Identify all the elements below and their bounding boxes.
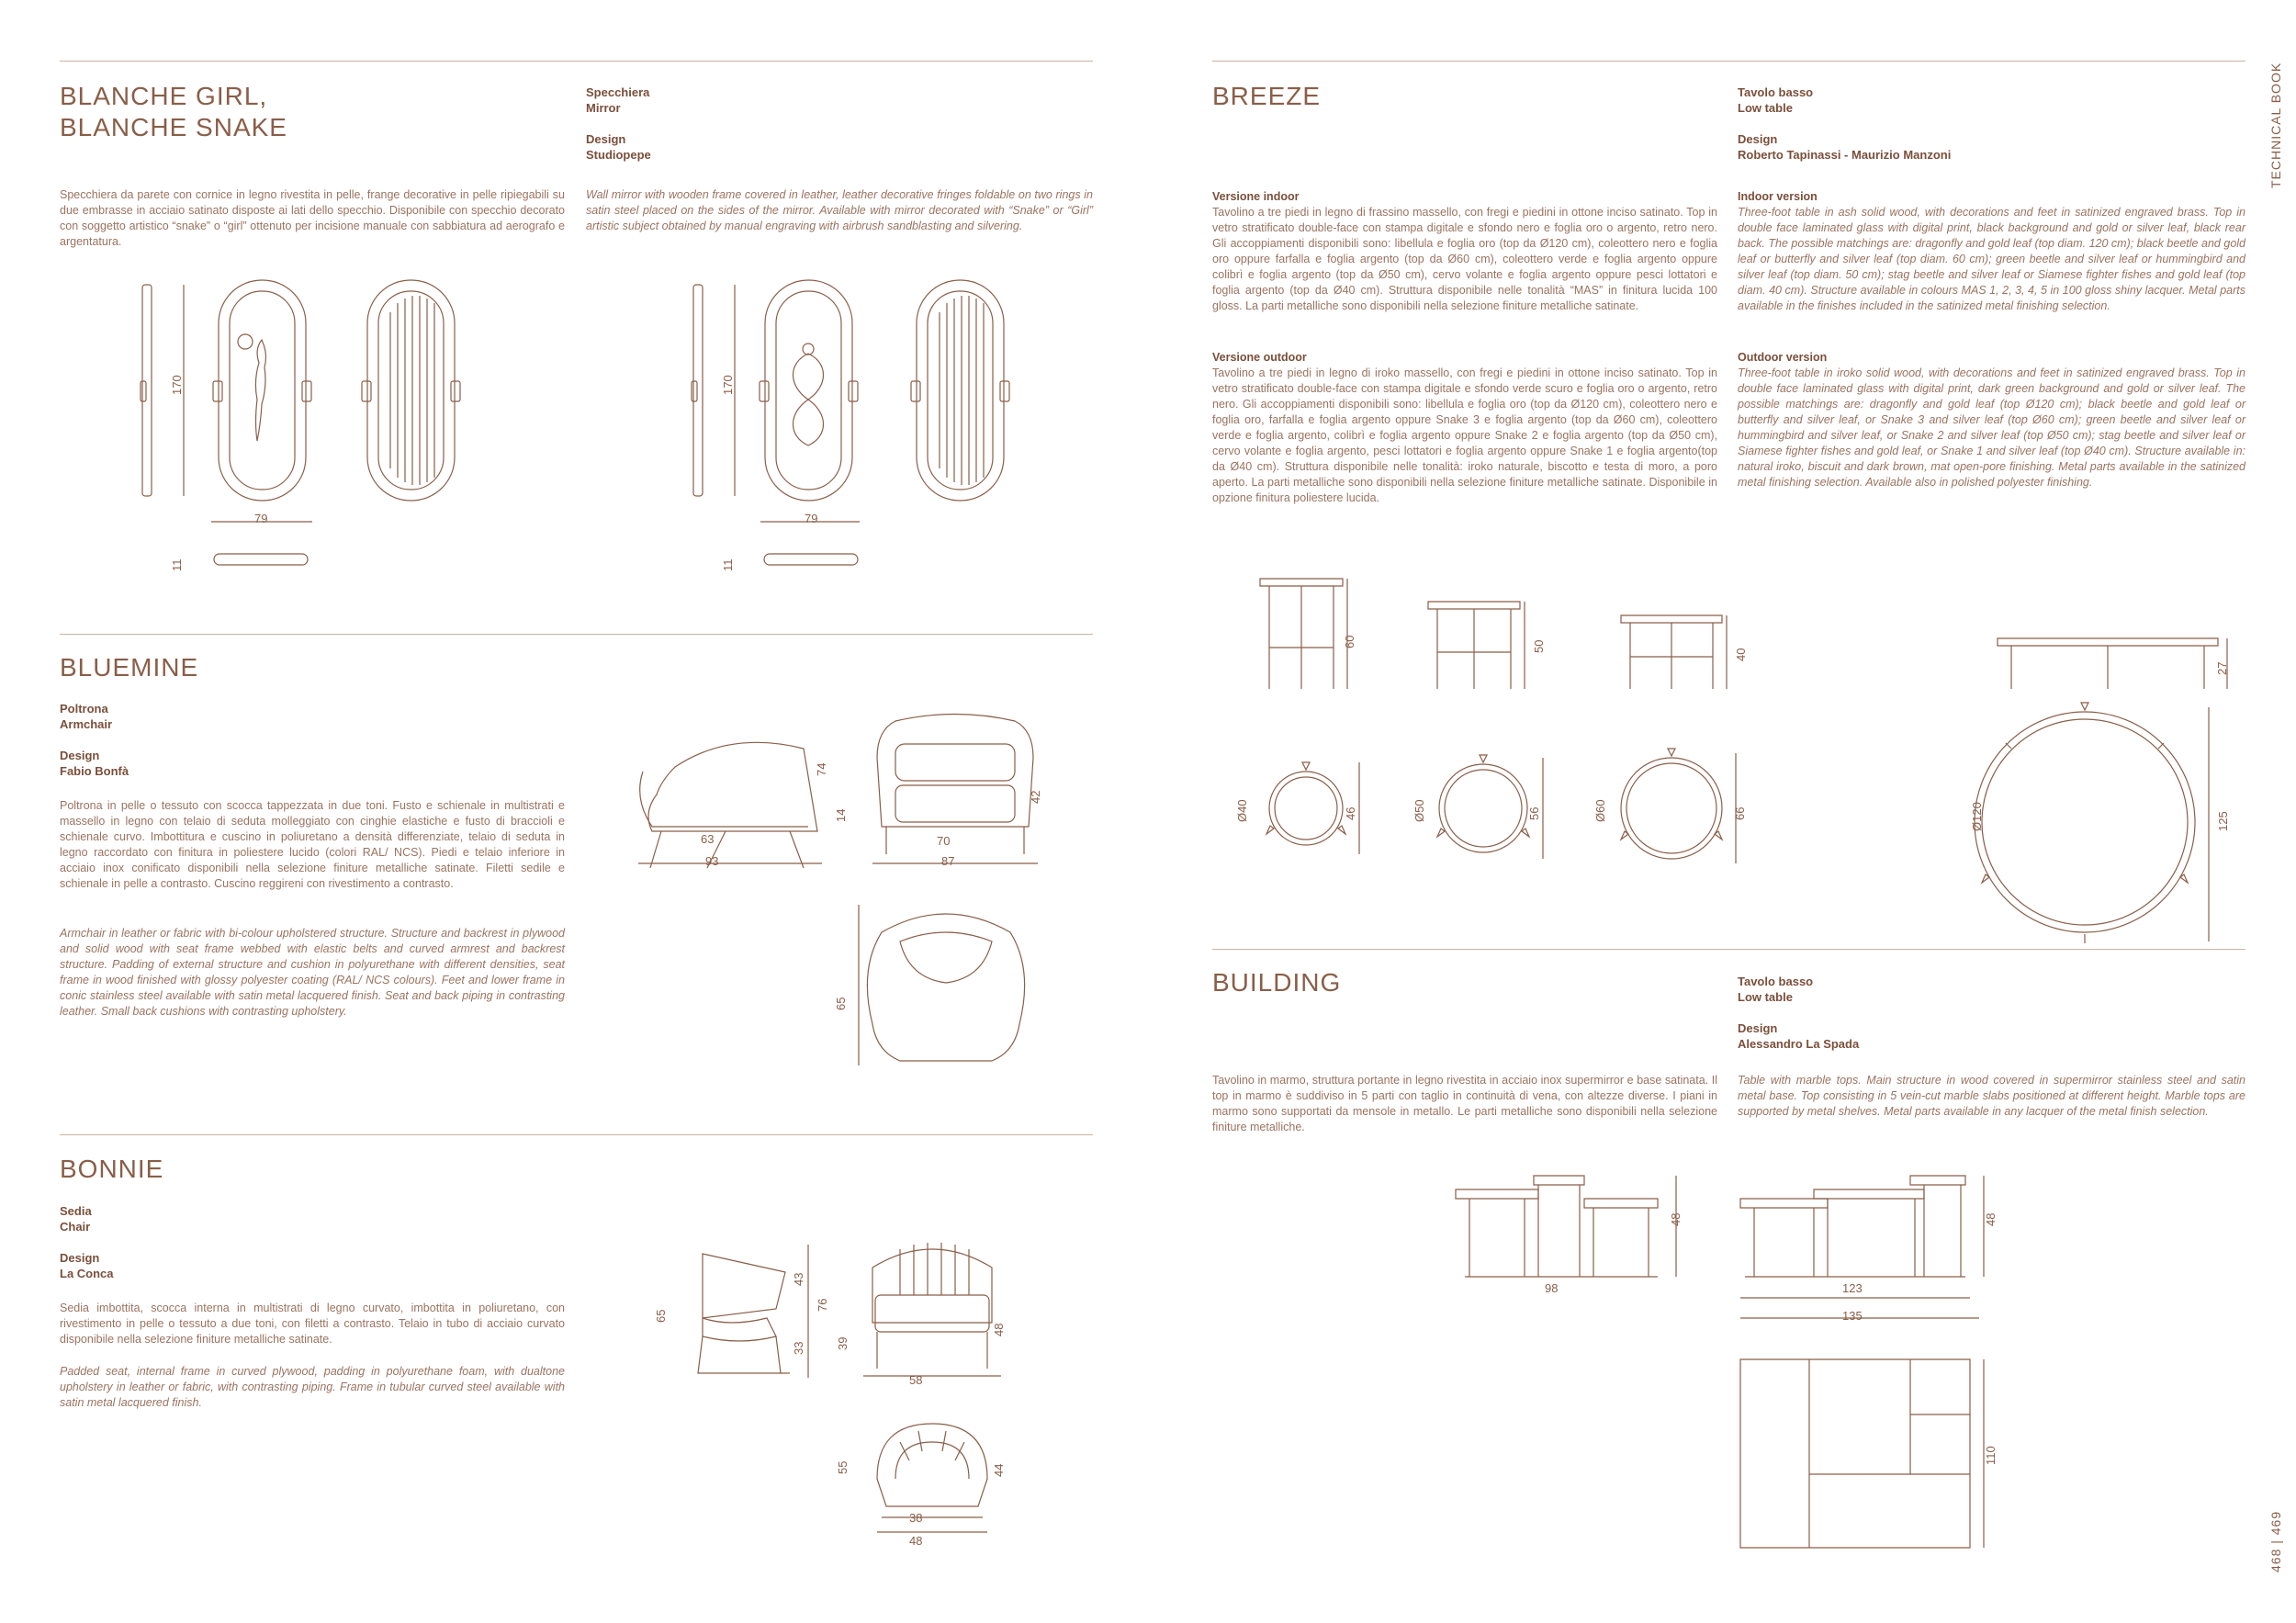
blanche-meta — [586, 85, 651, 163]
bluemine-design-label: Design — [60, 749, 100, 762]
bonnie-text-en: Padded seat, internal frame in curved plywood, padding in polyurethane foam, with dualtone upholstery in leather or fabric, with contrasting piping. Frame in tubular curved steel available with satin metal lacquered finish. — [60, 1365, 565, 1409]
bluemine-seat-42: 42 — [1029, 790, 1042, 804]
breeze-title: BREEZE — [1212, 82, 1322, 110]
breeze-type-en: Low table — [1738, 101, 1793, 115]
building-plan-depth: 110 — [1984, 1446, 1998, 1465]
bluemine-height-74: 74 — [815, 762, 828, 776]
bluemine-side-depth: 63 — [701, 832, 715, 846]
blanche-snake-depth: 11 — [721, 558, 735, 571]
rule-bluemine — [60, 634, 1093, 635]
technical-book-label: TECHNICAL BOOK — [2268, 62, 2283, 188]
bonnie-title: BONNIE — [60, 1155, 164, 1183]
bonnie-seat-33: 33 — [792, 1341, 805, 1355]
breeze-outdoor-en-title: Outdoor version — [1738, 351, 1828, 364]
breeze-outdoor-en-block — [1738, 350, 2245, 490]
bonnie-top-depth-44: 44 — [992, 1463, 1006, 1477]
breeze-elevations-drawing — [1249, 574, 2250, 707]
breeze-indoor-en-block — [1738, 189, 2245, 314]
breeze-width-56: 56 — [1527, 806, 1541, 820]
breeze-height-60: 60 — [1343, 635, 1356, 648]
breeze-height-50: 50 — [1532, 639, 1546, 653]
building-front-drawing — [1451, 1171, 1690, 1286]
blanche-snake-height: 170 — [721, 375, 735, 395]
building-side-drawing — [1736, 1171, 1993, 1323]
bluemine-type-it: Poltrona — [60, 702, 108, 716]
bonnie-front-width: 58 — [909, 1373, 923, 1387]
breeze-diameter-60: Ø60 — [1593, 799, 1607, 822]
bonnie-type-en: Chair — [60, 1220, 91, 1234]
bonnie-height-65: 65 — [654, 1309, 668, 1323]
breeze-width-66: 66 — [1733, 806, 1747, 820]
bonnie-top-width-38: 38 — [909, 1511, 923, 1525]
building-designer: Alessandro La Spada — [1738, 1037, 1860, 1051]
rule-bonnie — [60, 1134, 1093, 1135]
bluemine-text-en: Armchair in leather or fabric with bi-colour upholstered structure. Structure and backrest in plywood and solid wood with seat frame webbed with elastic belts and curved armrest and backrest structure. Padding of external structure and cushion in polyurethane with different densities, seat frame in wood finished with glossy polyester coating (RAL/ NCS colours). Feet and lower frame in conic stainless steel available with satin metal lacquered finish. Seat and back piping in contrasting leather. Small back cushions with contrasting upholstery. — [60, 927, 565, 1018]
building-side-width-123: 123 — [1842, 1281, 1863, 1295]
breeze-diameter-120: Ø120 — [1970, 802, 1984, 831]
breeze-plans-drawing — [1221, 707, 2259, 946]
bonnie-type-it: Sedia — [60, 1204, 92, 1218]
bluemine-title: BLUEMINE — [60, 653, 199, 682]
blanche-designer: Studiopepe — [586, 148, 651, 162]
bonnie-height-76: 76 — [816, 1298, 829, 1312]
rule-building — [1212, 949, 2245, 950]
breeze-indoor-it-text: Tavolino a tre piedi in legno di frassino massello, con fregi e piedini in ottone inciso satinato. Top in vetro stratificato double-face con stampa digitale e sfondo nero e foglia oro o argento, retro nero. Gli accoppiamenti disponibili sono: libellula e foglia oro (top da Ø120 cm), coleottero nero e foglia oro oppure farfalla e foglia argento (top da Ø60 cm), coleottero verde e foglia argento oppure colibrì e foglia argento (top da Ø50 cm), cervo volante e foglia argento oppure pesci lottatori e foglia argento (top da Ø40 cm). Struttura disponibile nelle tonalità “MAS” in finitura lucida 100 gloss. La parti metalliche sono disponibili nella selezione finiture metalliche satinate. — [1212, 206, 1717, 312]
bluemine-front-drawing — [868, 707, 1042, 873]
building-side-width-135: 135 — [1842, 1309, 1863, 1323]
breeze-outdoor-it-block — [1212, 350, 1717, 506]
bonnie-front-height-48: 48 — [992, 1323, 1006, 1336]
building-text-en: Table with marble tops. Main structure in wood covered in supermirror stainless steel and satin metal base. Top consisting in 5 vein-cut marble slabs positioned at different height. Marble tops are supported by metal shelves. Metal parts available in any lacquer of the metal finish selection. — [1738, 1074, 2245, 1118]
breeze-width-46: 46 — [1344, 806, 1357, 820]
blanche-design-label: Design — [586, 132, 626, 146]
breeze-height-27: 27 — [2215, 661, 2229, 675]
breeze-outdoor-en-text: Three-foot table in iroko solid wood, with decorations and feet in satinized engraved brass. Top in double face laminated glass with digital print, dark green background and gold or silver leaf. The possible matchings are: dragonfly and gold leaf (top Ø120 cm); black beetle and gold leaf or butterfly and silver leaf, or Snake 3 and silver leaf (top Ø60 cm); green beetle and silver leaf or hummingbird and silver leaf, or Snake 2 and silver leaf (top Ø50 cm); stag beetle and silver leaf or Siamese fighter fishes and gold leaf, or Snake 1 and silver leaf (top Ø40 cm). Structure available in: natural iroko, biscuit and dark brown, mat open-pore finishing. Metal parts available in the satinized metal finishing selection. Available also in polished polyester finishing. — [1738, 366, 2245, 489]
blanche-girl-height: 170 — [170, 375, 184, 395]
breeze-indoor-it-title: Versione indoor — [1212, 190, 1300, 203]
building-front-height: 48 — [1669, 1212, 1683, 1226]
bonnie-design-label: Design — [60, 1251, 100, 1265]
breeze-designer: Roberto Tapinassi - Maurizio Manzoni — [1738, 148, 1952, 162]
bonnie-meta — [60, 1203, 114, 1281]
building-meta — [1738, 974, 1859, 1052]
blanche-text-en: Wall mirror with wooden frame covered in leather, leather decorative fringes foldable on two rings in satin steel placed on the sides of the mirror. Available with mirror decorated with “Snake” or “Girl” artistic subject obtained by manual engraving with airbrush sandblasting and silvering. — [586, 188, 1093, 232]
breeze-outdoor-it-title: Versione outdoor — [1212, 351, 1307, 364]
building-design-label: Design — [1738, 1021, 1778, 1035]
bonnie-side-drawing — [680, 1245, 827, 1382]
blanche-type-it: Specchiera — [586, 85, 650, 99]
bluemine-top-drawing — [854, 905, 1038, 1065]
blanche-title: BLANCHE GIRL, BLANCHE SNAKE — [60, 82, 287, 141]
breeze-indoor-it-block — [1212, 189, 1717, 314]
breeze-design-label: Design — [1738, 132, 1778, 146]
blanche-girl-depth: 11 — [170, 558, 184, 571]
rule-top-left — [60, 61, 1093, 62]
bonnie-designer: La Conca — [60, 1267, 114, 1280]
bluemine-type-en: Armchair — [60, 717, 113, 731]
bluemine-text-it: Poltrona in pelle o tessuto con scocca tappezzata in due toni. Fusto e schienale in multistrati e massello in legno con telaio di seduta molleggiato con cinghie elastiche e fusto di braccioli e schienale curvo. Imbottitura e cuscino in poliuretano a densità differenziate, telaio di seduta in legno raccordato con finitura in poliestere lucido (colori RAL/ NCS). Piedi e telaio inferiore in acciaio inox conificato disponibili nella selezione finiture metalliche satinate. Filetti sedile e schienale in pelle a contrasto. Cuscino reggireni con rivestimento a contrasto. — [60, 799, 565, 890]
blanche-snake-width: 79 — [805, 512, 818, 525]
bonnie-text-it: Sedia imbottita, scocca interna in multistrati di legno curvato, imbottita in poliuretano, con rivestimento in pelle o tessuto a due toni, con filetti a contrasto. Telaio in tubo di acciaio curvato disponibile nella selezione finiture metalliche satinate. — [60, 1302, 565, 1346]
bluemine-front-width-70: 70 — [937, 834, 951, 848]
building-side-height: 48 — [1984, 1212, 1998, 1226]
bluemine-top-depth-65: 65 — [834, 997, 848, 1010]
building-plan-drawing — [1736, 1355, 1993, 1552]
breeze-width-125: 125 — [2216, 811, 2230, 831]
breeze-type-it: Tavolo basso — [1738, 85, 1814, 99]
bluemine-meta — [60, 701, 129, 779]
bluemine-designer: Fabio Bonfà — [60, 764, 129, 778]
blanche-type-en: Mirror — [586, 101, 621, 115]
bonnie-top-width-48: 48 — [909, 1534, 923, 1548]
blanche-text-it: Specchiera da parete con cornice in legno rivestita in pelle, frange decorative in pelle ripiegabili su due embrasse in acciaio satinato disposte ai lati dello specchio. Disponibile con specchio decorato con soggetto artistico “snake” o “girl” ottenuto per incisione manuale con sabbiatura ad aerografo e argentatura. — [60, 188, 565, 248]
bonnie-top-drawing — [863, 1414, 1001, 1534]
bluemine-height-14: 14 — [834, 808, 848, 822]
blanche-snake-drawing — [689, 276, 1019, 579]
building-type-it: Tavolo basso — [1738, 975, 1814, 988]
building-type-en: Low table — [1738, 990, 1793, 1004]
building-title: BUILDING — [1212, 968, 1342, 997]
bluemine-front-width-87: 87 — [941, 854, 955, 868]
bluemine-side-width: 93 — [705, 854, 719, 868]
bonnie-front-drawing — [859, 1240, 1006, 1378]
rule-top-right — [1212, 61, 2245, 62]
building-front-width: 98 — [1545, 1281, 1559, 1295]
breeze-meta — [1738, 85, 1951, 163]
page-numbers: 468 | 469 — [2268, 1510, 2283, 1572]
blanche-girl-drawing — [138, 276, 468, 579]
bluemine-side-drawing — [634, 716, 872, 873]
breeze-outdoor-it-text: Tavolino a tre piedi in legno di iroko massello, con fregi e piedini in ottone inciso satinato. Top in vetro stratificato double-face con stampa digitale e sfondo verde scuro e foglia oro o argento, retro nero. Gli accoppiamenti disponibili sono: libellula e foglia oro (top da Ø120 cm), coleottero nero e foglia oro, farfalla e foglia argento oppure Snake 3 e foglia argento (top da Ø60 cm), coleottero verde e foglia argento, colibrì e foglia argento oppure Snake 2 e foglia argento (top da Ø50 cm), cervo volante e foglia argento, pesci lottatori e foglia argento oppure Snake 1 e foglia argento(top da Ø40 cm). Struttura disponibile nelle tonalità: iroko naturale, biscotto e testa di moro, a poro aperto. La parti metalliche sono disponibili nella selezione finiture metalliche satinate. Disponibile in opzione finitura poliestere lucida. — [1212, 366, 1717, 504]
blanche-girl-width: 79 — [254, 512, 268, 525]
breeze-diameter-40: Ø40 — [1235, 799, 1249, 822]
bonnie-height-43: 43 — [792, 1272, 805, 1286]
building-text-it: Tavolino in marmo, struttura portante in legno rivestita in acciaio inox supermirror e base satinata. Il top in marmo è suddiviso in 5 parti con taglio in continuità di vena, con altezze diverse. I piani in marmo sono supportati da mensole in metallo. Le parti metalliche sono disponibili nella selezione finiture metalliche. — [1212, 1074, 1717, 1133]
bonnie-seat-39: 39 — [836, 1336, 850, 1350]
breeze-indoor-en-title: Indoor version — [1738, 190, 1818, 203]
breeze-indoor-en-text: Three-foot table in ash solid wood, with decorations and feet in satinized engraved brass. Top in double face laminated glass with digital print, black background and gold or silver leaf, black rear back. The possible matchings are: dragonfly and gold leaf (top diam. 120 cm); black beetle and gold leaf or butterfly and silver leaf (top diam. 60 cm); green beetle and silver leaf or hummingbird and silver leaf (top diam. 50 cm); stag beetle and silver leaf or Siamese fighter fishes and gold leaf (top diam. 40 cm). Structure available in colours MAS 1, 2, 3, 4, 5 in 100 gloss shiny lacquer. Metal parts available in the finishes included in the satinized metal finishing selection. — [1738, 206, 2245, 312]
breeze-diameter-50: Ø50 — [1412, 799, 1426, 822]
bonnie-top-depth-55: 55 — [836, 1460, 850, 1474]
breeze-height-40: 40 — [1734, 648, 1748, 661]
